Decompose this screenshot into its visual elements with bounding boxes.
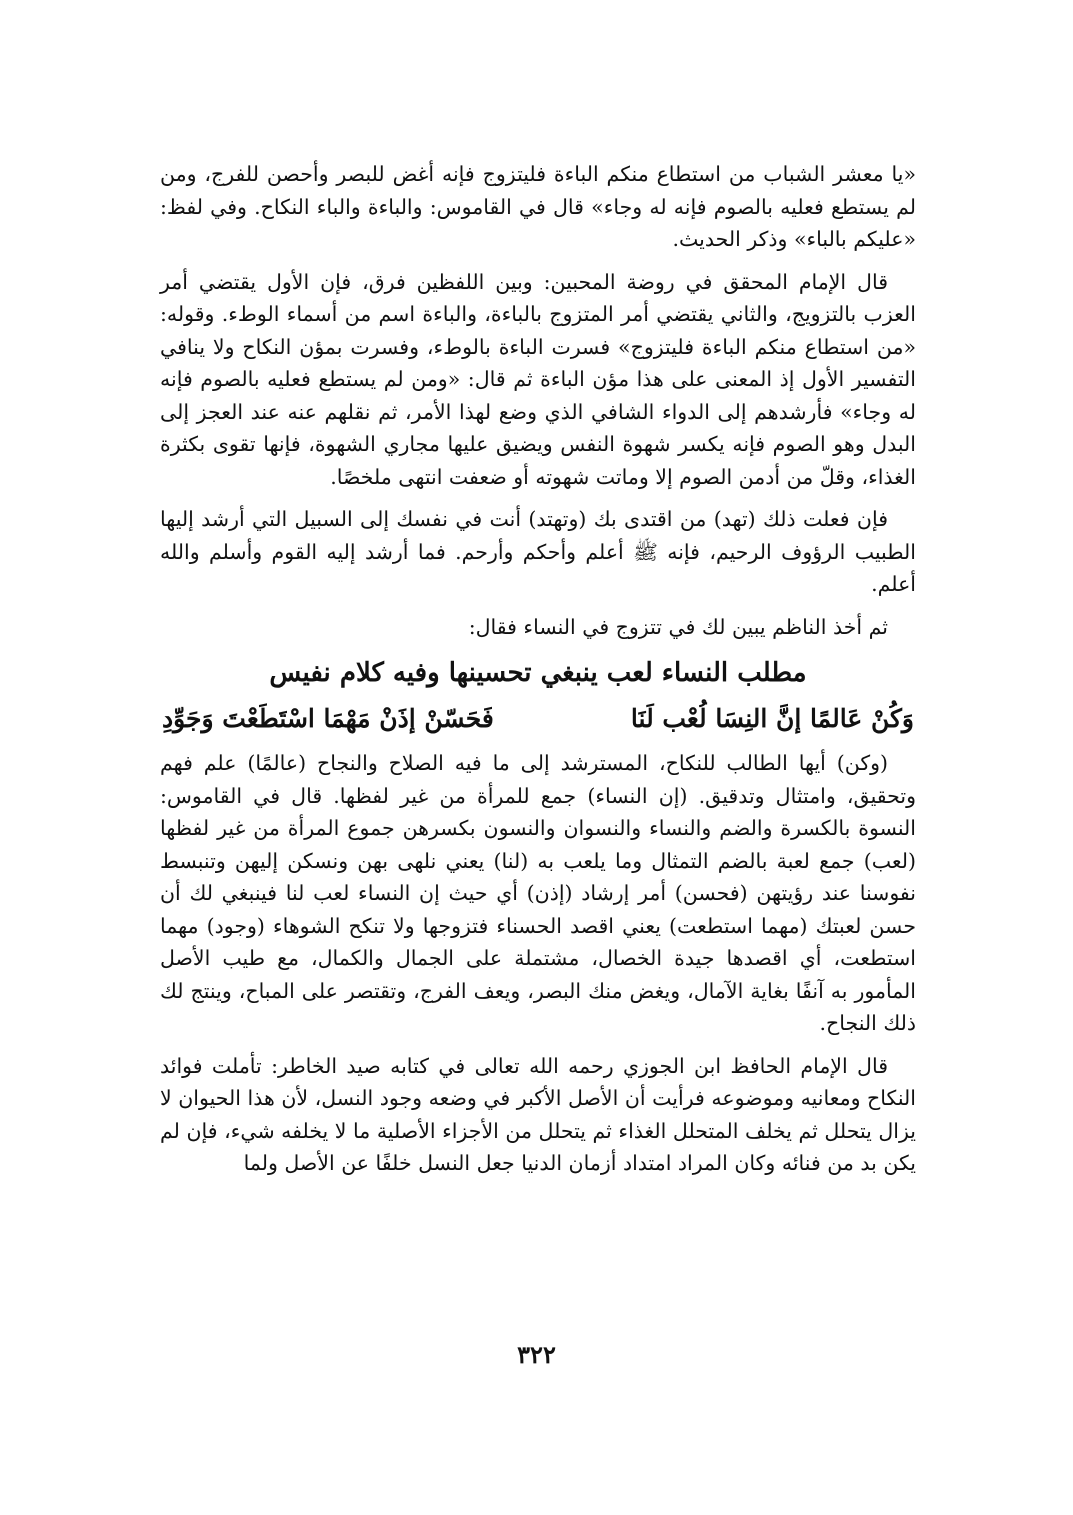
paragraph-commentary [160, 747, 916, 1040]
paragraph-gap [160, 256, 916, 266]
paragraph-rawdat-al-muhibbin [160, 266, 916, 494]
paragraph-hadith [160, 158, 916, 256]
poem-verse [160, 699, 916, 739]
paragraph-gap [160, 493, 916, 503]
verse-first-hemistich: وَكُنْ عَالمًا إنَّ النِسَا لُعْب لَنَا [630, 704, 914, 733]
verse-second-hemistich: فَحَسّنْ إذَنْ مَهْمَا اسْتَطَعْتَ وَجَوِّدِ [162, 704, 494, 733]
paragraph-intro-verse [160, 611, 916, 644]
paragraph-text: ثم أخذ الناظم يبين لك في تتزوج في النساء فقال: [468, 614, 888, 639]
section-heading: مطلب النساء لعب ينبغي تحسينها وفيه كلام نفيس [269, 658, 807, 688]
paragraph-text: فإن فعلت ذلك (تهد) من اقتدى بك (وتهتد) أنت في نفسك إلى السبيل التي أرشد إليها الطبيب الرؤوف الرحيم، فإنه ﷺ أعلم وأحكم وأرحم. فما أرشد إليه القوم وأسلم والله أعلم. [160, 507, 916, 596]
paragraph-text: (وكن) أيها الطالب للنكاح، المسترشد إلى ما فيه الصلاح والنجاح (عالمًا) علم فهم وتحقيق، وامتثال وتدقيق. (إن النساء) جمع للمرأة من غير لفظها. قال في القاموس: النسوة بالكسرة والضم والنساء والنسوان والنسون بكسرهن جموع المرأة من غير لفظها (لعب) جمع لعبة بالضم التمثال وما يلعب به (لنا) يعني نلهى بهن ونسكن إليهن وتنبسط نفوسنا عند رؤيتهن (فحسن) أمر إرشاد (إذن) أي حيث إن النساء لعب لنا فينبغي لك أن حسن لعبتك (مهما استطعت) يعني اقصد الحسناء فتزوجها ولا تنكح الشوهاء (وجود) مهما استطعت، أي اقصدها جيدة الخصال، مشتملة على الجمال والكمال، مع طيب الأصل المأمور به آنفًا بغاية الآمال، ويغض منك البصر، ويعف الفرج، وتقتصر على المباح، وينتج لك ذلك النجاح. [160, 751, 916, 1035]
page-number: ٣٢٢ [517, 1340, 556, 1369]
paragraph-ibn-al-jawzi [160, 1050, 916, 1180]
paragraph-text: قال الإمام الحافظ ابن الجوزي رحمه الله تعالى في كتابه صيد الخاطر: تأملت فوائد النكاح ومعانيه وموضوعه فرأيت أن الأصل الأكبر في وضعه وجود النسل، لأن هذا الحيوان لا يزال يتحلل ثم يخلف المتحلل الغذاء ثم يتحلل من الأجزاء الأصلية ما لا يخلفه شيء، فإن لم يكن بد من فنائه وكان المراد امتداد أزمان الدنيا جعل النسل خلفًا عن الأصل ولما [160, 1053, 916, 1175]
paragraph-gap [160, 1040, 916, 1050]
paragraph-guidance [160, 503, 916, 601]
paragraph-text: قال الإمام المحقق في روضة المحبين: وبين اللفظين فرق، فإن الأول يقتضي أمر العزب بالتزويج، والثاني يقتضي أمر المتزوج بالباءة، والباءة اسم من أسماء الوطء. وقوله: «من استطاع منكم الباءة فليتزوج» فسرت الباءة بالوطء، وفسرت بمؤن النكاح ولا ينافي التفسير الأول إذ المعنى على هذا مؤن الباءة ثم قال: «ومن لم يستطع فعليه بالصوم فإنه له وجاء» فأرشدهم إلى الدواء الشافي الذي وضع لهذا الأمر، ثم نقلهم عنه عند العجز إلى البدل وهو الصوم فإنه يكسر شهوة النفس ويضيق عليها مجاري الشهوة، فإنها تقوى بكثرة الغذاء، وقلّ من أدمن الصوم إلا وماتت شهوته أو ضعفت انتهى ملخصًا. [160, 269, 916, 489]
page-body [160, 158, 916, 1180]
paragraph-gap [160, 601, 916, 611]
paragraph-text: «يا معشر الشباب من استطاع منكم الباءة فليتزوج فإنه أغض للبصر وأحصن للفرج، ومن لم يستطع فعليه بالصوم فإنه له وجاء» قال في القاموس: والباءة والباء النكاح. وفي لفظ: «عليكم بالباء» وذكر الحديث. [160, 162, 916, 251]
